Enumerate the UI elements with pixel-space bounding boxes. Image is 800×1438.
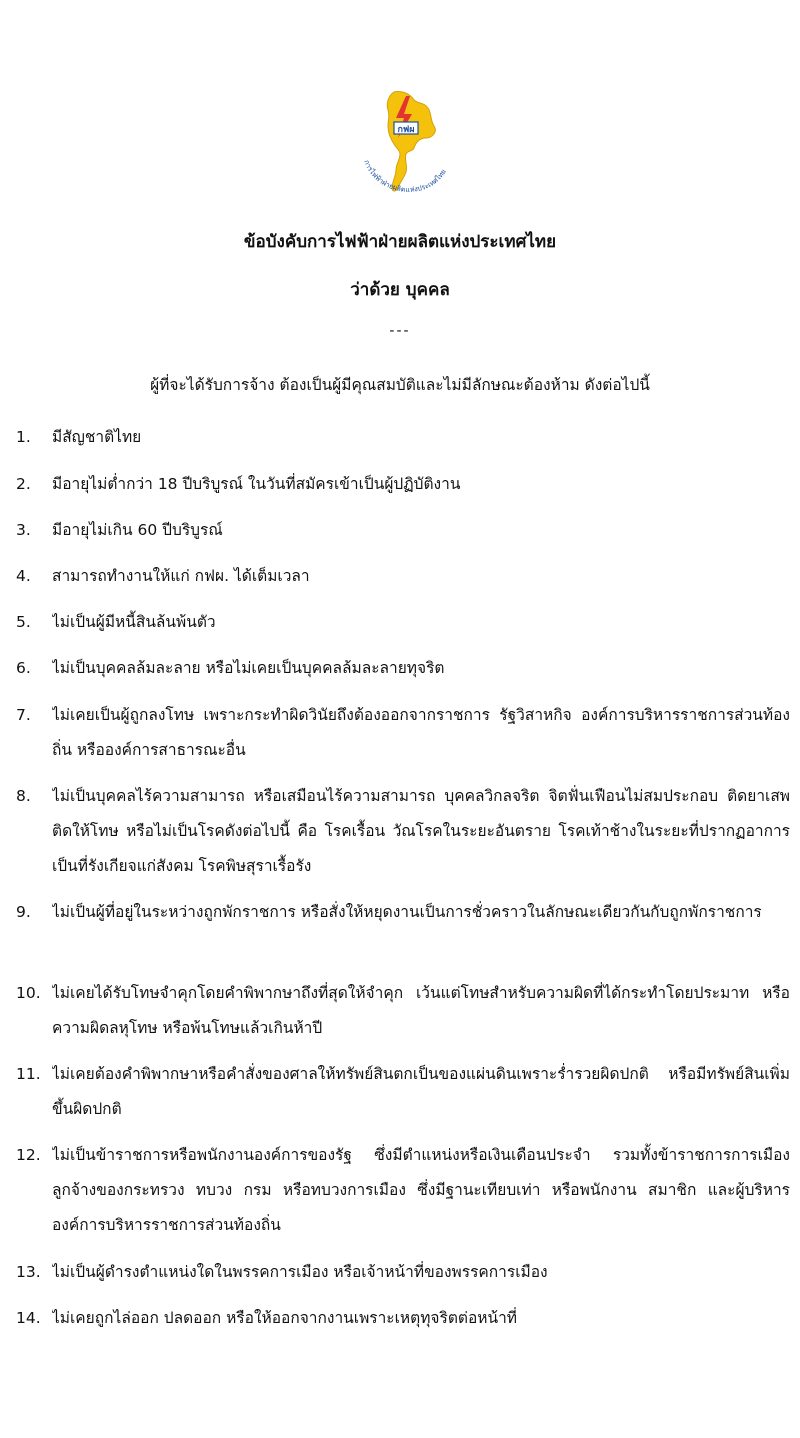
list-item — [16, 698, 790, 768]
list-item-text: ไม่เคยได้รับโทษจำคุกโดยคำพิพากษาถึงที่สุดให้จำคุก เว้นแต่โทษสำหรับความผิดที่ได้กระทำโดยประมาท หรือความผิดลหุโทษ หรือพ้นโทษแล้วเกินห้าปี — [52, 984, 790, 1037]
list-item — [16, 779, 790, 884]
list-item-number: 9. — [16, 903, 31, 921]
list-item — [16, 895, 790, 930]
list-item-number: 14. — [16, 1309, 41, 1327]
list-item-number: 1. — [16, 428, 31, 446]
document-title: ข้อบังคับการไฟฟ้าฝ่ายผลิตแห่งประเทศไทย — [243, 232, 557, 252]
list-item — [16, 1138, 790, 1243]
list-item — [16, 1255, 790, 1290]
list-item — [16, 513, 790, 548]
section-divider: --- — [389, 323, 411, 339]
list-item-number: 2. — [16, 475, 31, 493]
logo-initials: กฟผ — [397, 125, 415, 135]
list-item-number: 8. — [16, 787, 31, 805]
list-item-number: 4. — [16, 567, 31, 585]
list-item-number: 13. — [16, 1263, 41, 1281]
list-item-text: สามารถทำงานให้แก่ กฟผ. ได้เต็มเวลา — [52, 567, 310, 585]
map-shape — [387, 91, 435, 191]
list-item-number: 6. — [16, 659, 31, 677]
list-item-text: ไม่เป็นบุคคลไร้ความสามารถ หรือเสมือนไร้ความสามารถ บุคคลวิกลจริต จิตฟั่นเฟือนไม่สมประกอบ ติดยาเสพติดให้โทษ หรือไม่เป็นโรคดังต่อไปนี้ คือ โรคเรื้อน วัณโรคในระยะอันตราย โรคเท้าช้างในระยะที่ปรากฏอาการเป็นที่รังเกียจแก่สังคม โรคพิษสุราเรื้อรัง — [52, 787, 790, 875]
list-item-text: มีสัญชาติไทย — [52, 428, 142, 446]
list-item-number: 3. — [16, 521, 31, 539]
list-item-text: มีอายุไม่ต่ำกว่า 18 ปีบริบูรณ์ ในวันที่สมัครเข้าเป็นผู้ปฏิบัติงาน — [52, 475, 461, 493]
list-item-number: 12. — [16, 1146, 41, 1164]
list-item-text: ไม่เป็นผู้ที่อยู่ในระหว่างถูกพักราชการ หรือสั่งให้หยุดงานเป็นการชั่วคราวในลักษณะเดียวกันกับถูกพักราชการ — [52, 903, 762, 921]
list-item-text: ไม่เป็นบุคคลล้มละลาย หรือไม่เคยเป็นบุคคลล้มละลายทุจริต — [52, 659, 445, 677]
list-item-number: 11. — [16, 1065, 41, 1083]
list-item-text: ไม่เคยเป็นผู้ถูกลงโทษ เพราะกระทำผิดวินัยถึงต้องออกจากราชการ รัฐวิสาหกิจ องค์การบริหารราชการส่วนท้องถิ่น หรือองค์การสาธารณะอื่น — [52, 706, 790, 759]
list-item-text: ไม่เป็นผู้มีหนี้สินล้นพ้นตัว — [52, 613, 216, 631]
list-item-text: ไม่เป็นผู้ดำรงตำแหน่งใดในพรรคการเมือง หรือเจ้าหน้าที่ของพรรคการเมือง — [52, 1263, 548, 1281]
list-item-text: มีอายุไม่เกิน 60 ปีบริบูรณ์ — [52, 521, 223, 539]
list-item — [16, 1057, 790, 1127]
list-item-number: 7. — [16, 706, 31, 724]
thailand-map-icon — [348, 88, 456, 196]
list-item — [16, 976, 790, 1046]
list-item-text: ไม่เคยถูกไล่ออก ปลดออก หรือให้ออกจากงานเพราะเหตุทุจริตต่อหน้าที่ — [52, 1309, 518, 1327]
list-item-number: 5. — [16, 613, 31, 631]
list-item — [16, 1301, 790, 1336]
list-item — [16, 559, 790, 594]
egat-logo — [348, 88, 456, 196]
list-item — [16, 651, 790, 686]
document-subtitle: ว่าด้วย บุคคล — [350, 280, 450, 300]
list-item — [16, 467, 790, 502]
list-item-text: ไม่เป็นข้าราชการหรือพนักงานองค์การของรัฐ ซึ่งมีตำแหน่งหรือเงินเดือนประจำ รวมทั้งข้าราชการการเมือง ลูกจ้างของกระทรวง ทบวง กรม หรือทบวงการเมือง ซึ่งมีฐานะเทียบเท่า หรือพนักงาน สมาชิก และผู้บริหารองค์การบริหารราชการส่วนท้องถิ่น — [52, 1146, 790, 1234]
list-item — [16, 605, 790, 640]
logo-caption-path: การไฟฟ้าฝ่ายผลิตแห่งประเทศไทย — [362, 158, 448, 195]
intro-paragraph: ผู้ที่จะได้รับการจ้าง ต้องเป็นผู้มีคุณสมบัติและไม่มีลักษณะต้องห้าม ดังต่อไปนี้ — [150, 376, 650, 394]
list-item — [16, 420, 790, 455]
list-item-number: 10. — [16, 984, 41, 1002]
list-item-text: ไม่เคยต้องคำพิพากษาหรือคำสั่งของศาลให้ทรัพย์สินตกเป็นของแผ่นดินเพราะร่ำรวยผิดปกติ หรือมีทรัพย์สินเพิ่มขึ้นผิดปกติ — [52, 1065, 790, 1118]
